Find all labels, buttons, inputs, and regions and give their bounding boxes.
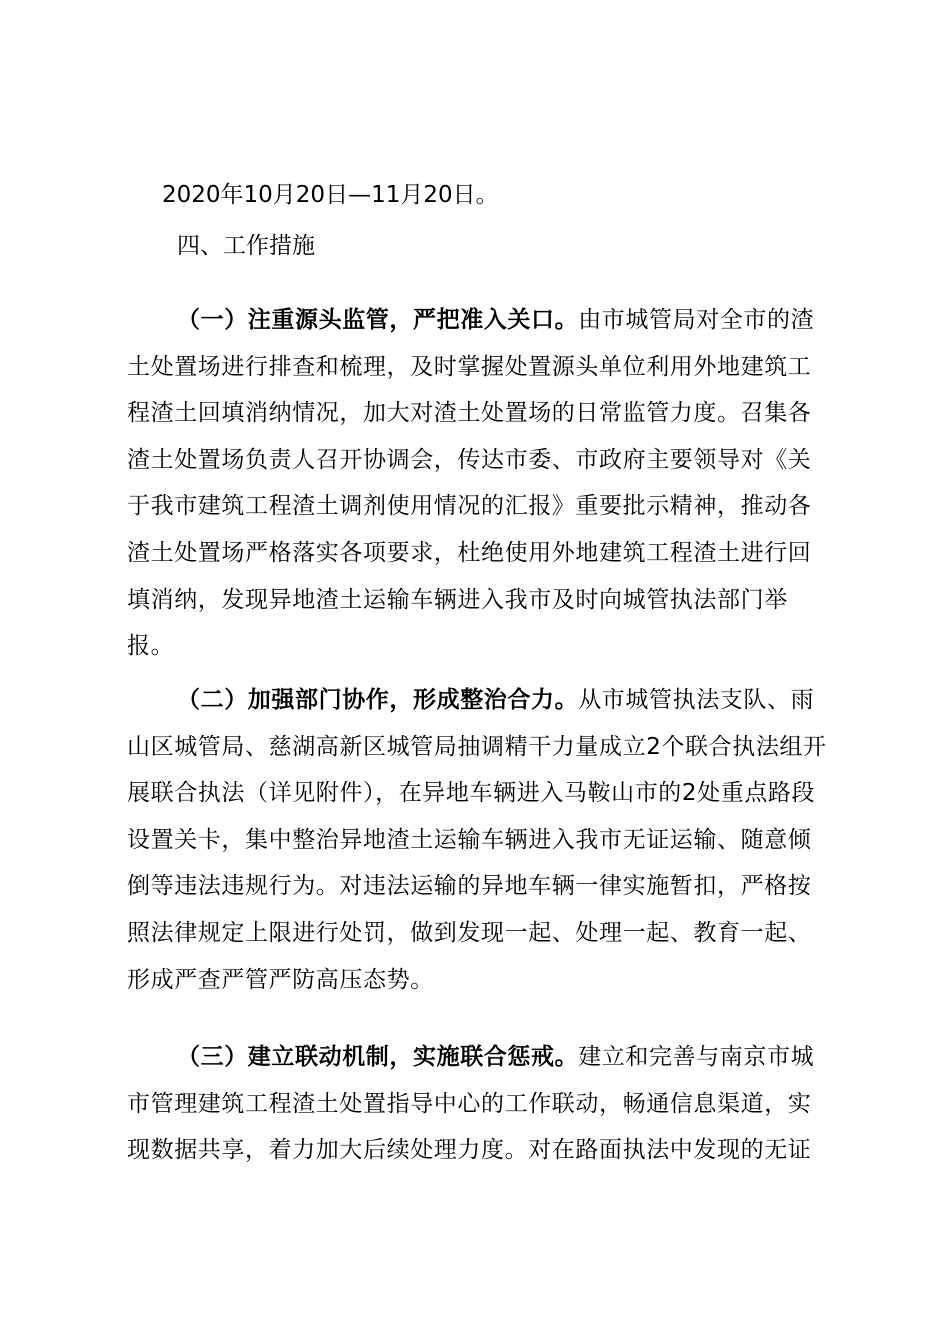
- paragraph-department-cooperation: [127, 677, 827, 1003]
- paragraph-linkage-mechanism: [127, 1034, 827, 1174]
- paragraph-source-supervision: [127, 297, 827, 670]
- paragraph-heading: （一）注重源头监管，严把准入关口。: [177, 307, 579, 333]
- section-heading: 四、工作措施: [177, 233, 315, 259]
- paragraph-body: 从市城管执法支队、雨山区城管局、慈湖高新区城管局抽调精干力量成立2个联合执法组开展联合执法（详见附件），在异地车辆进入马鞍山市的2处重点路段设置关卡，集中整治异地渣土运输车辆进入我市无证运输、随意倾倒等违法违规行为。对违法运输的异地车辆一律实施暂扣，严格按照法律规定上限进行处罚，做到发现一起、处理一起、教育一起、形成严查严管严防高压态势。: [127, 687, 827, 993]
- date-range-line: 2020年10月20日—11月20日。: [162, 182, 499, 208]
- paragraph-heading: （三）建立联动机制，实施联合惩戒。: [177, 1044, 579, 1070]
- paragraph-heading: （二）加强部门协作，形成整治合力。: [177, 687, 579, 713]
- paragraph-body: 由市城管局对全市的渣土处置场进行排查和梳理，及时掌握处置源头单位利用外地建筑工程渣土回填消纳情况，加大对渣土处置场的日常监管力度。召集各渣土处置场负责人召开协调会，传达市委、市政府主要领导对《关于我市建筑工程渣土调剂使用情况的汇报》重要批示精神，推动各渣土处置场严格落实各项要求，杜绝使用外地建筑工程渣土进行回填消纳，发现异地渣土运输车辆进入我市及时向城管执法部门举报。: [127, 307, 815, 660]
- paragraph-body: 建立和完善与南京市城市管理建筑工程渣土处置指导中心的工作联动，畅通信息渠道，实现数据共享，着力加大后续处理力度。对在路面执法中发现的无证: [127, 1044, 815, 1164]
